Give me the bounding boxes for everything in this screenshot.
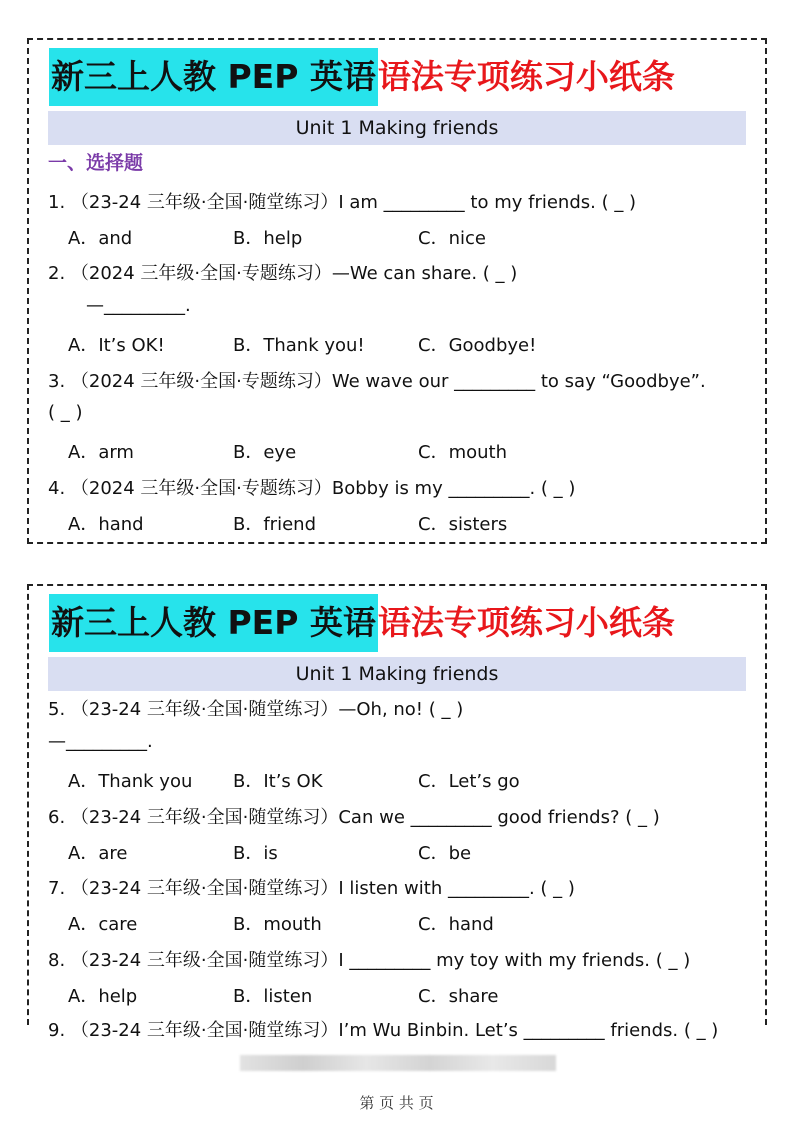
question-8: 8. （23-24 三年级·全国·随堂练习）I _________ my toy with my friends. ( _ ) <box>48 950 691 971</box>
question-9-clip <box>0 1016 793 1041</box>
option-a[interactable]: A．care <box>68 914 138 935</box>
options-1 <box>68 224 748 250</box>
option-b[interactable]: B．help <box>233 228 303 249</box>
option-c[interactable]: C．hand <box>418 914 494 935</box>
unit-bar-2: Unit 1 Making friends <box>48 657 746 691</box>
options-3 <box>68 438 748 464</box>
question-1: 1. （23-24 三年级·全国·随堂练习）I am _________ to my friends. ( _ ) <box>48 192 637 213</box>
option-c[interactable]: C．Goodbye! <box>418 335 537 356</box>
option-b[interactable]: B．is <box>233 843 278 864</box>
question-5-answer-line: —_________. <box>48 731 153 752</box>
question-3: 3. （2024 三年级·全国·专题练习）We wave our _________ to say “Goodbye”. <box>48 371 706 392</box>
options-7 <box>68 910 748 936</box>
question-4: 4. （2024 三年级·全国·专题练习）Bobby is my _________. ( _ ) <box>48 478 576 499</box>
page-title <box>49 48 675 106</box>
option-a[interactable]: A．and <box>68 228 133 249</box>
options-4 <box>68 510 748 536</box>
options-8 <box>68 982 748 1008</box>
page-title-2 <box>49 594 675 652</box>
question-2: 2. （2024 三年级·全国·专题练习）—We can share. ( _ ) <box>48 263 518 284</box>
option-b[interactable]: B．mouth <box>233 914 322 935</box>
option-c[interactable]: C．share <box>418 986 499 1007</box>
option-a[interactable]: A．help <box>68 986 138 1007</box>
option-c[interactable]: C．mouth <box>418 442 507 463</box>
option-b[interactable]: B．friend <box>233 514 316 535</box>
title-main: 新三上人教 PEP 英语 <box>49 594 378 652</box>
option-b[interactable]: B．listen <box>233 986 313 1007</box>
question-7: 7. （23-24 三年级·全国·随堂练习）I listen with _________. ( _ ) <box>48 878 575 899</box>
question-2-answer-line: —_________. <box>86 295 191 316</box>
title-accent: 语法专项练习小纸条 <box>377 603 675 642</box>
options-6 <box>68 839 748 865</box>
section-title: 一、选择题 <box>48 152 144 174</box>
option-b[interactable]: B．Thank you! <box>233 335 365 356</box>
question-5: 5. （23-24 三年级·全国·随堂练习）—Oh, no! ( _ ) <box>48 699 464 720</box>
option-c[interactable]: C．be <box>418 843 472 864</box>
title-main: 新三上人教 PEP 英语 <box>49 48 378 106</box>
option-a[interactable]: A．Thank you <box>68 771 193 792</box>
option-c[interactable]: C．nice <box>418 228 486 249</box>
option-c[interactable]: C．Let’s go <box>418 771 520 792</box>
blurred-footer-banner <box>240 1055 556 1071</box>
option-b[interactable]: B．It’s OK <box>233 771 323 792</box>
page-number: 第 页 共 页 <box>359 1094 434 1112</box>
option-a[interactable]: A．are <box>68 843 128 864</box>
title-accent: 语法专项练习小纸条 <box>377 57 675 96</box>
option-a[interactable]: A．It’s OK! <box>68 335 165 356</box>
option-a[interactable]: A．arm <box>68 442 134 463</box>
options-5 <box>68 767 748 793</box>
question-6: 6. （23-24 三年级·全国·随堂练习）Can we _________ good friends? ( _ ) <box>48 807 660 828</box>
unit-bar: Unit 1 Making friends <box>48 111 746 145</box>
option-b[interactable]: B．eye <box>233 442 297 463</box>
option-c[interactable]: C．sisters <box>418 514 508 535</box>
question-9: 9. （23-24 三年级·全国·随堂练习）I’m Wu Binbin. Let’s _________ friends. ( _ ) <box>48 1020 719 1041</box>
options-2 <box>68 331 748 357</box>
option-a[interactable]: A．hand <box>68 514 144 535</box>
question-3-bracket: ( _ ) <box>48 402 83 423</box>
